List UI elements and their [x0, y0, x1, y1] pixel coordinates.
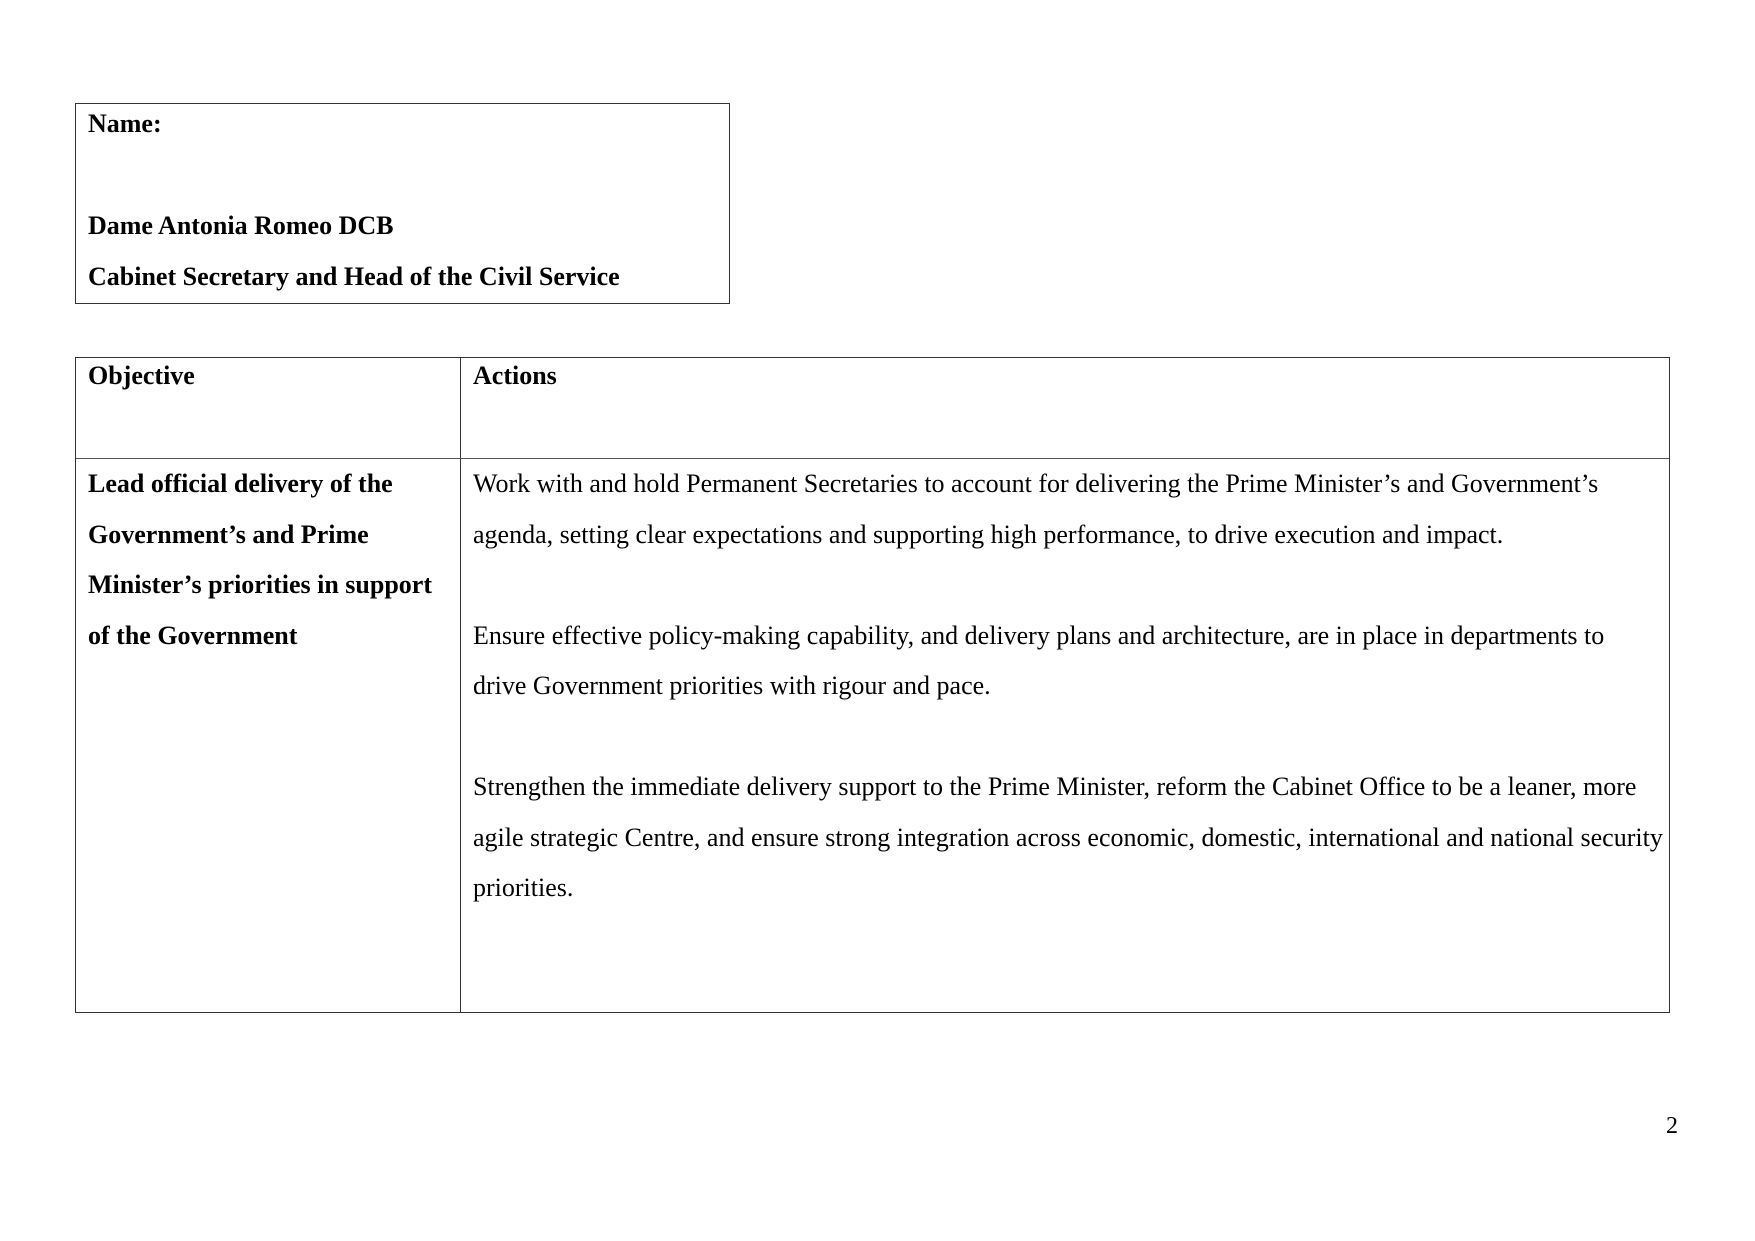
objectives-table — [75, 357, 1670, 1013]
action-item: Strengthen the immediate delivery support to the Prime Minister, reform the Cabinet Office to be a leaner, more agile strategic Centre, and ensure strong integration across economic, domestic, international and national security priorities. — [473, 772, 1663, 902]
action-item: Work with and hold Permanent Secretaries to account for delivering the Prime Minister’s and Government’s agenda, setting clear expectations and supporting high performance, to drive execution and impact. — [473, 469, 1599, 549]
person-name: Dame Antonia Romeo DCB — [88, 211, 394, 240]
objective-cell: Lead official delivery of the Government’s and Prime Minister’s priorities in support of the Government — [88, 469, 432, 650]
name-label: Name: — [88, 109, 162, 138]
action-item: Ensure effective policy-making capability, and delivery plans and architecture, are in place in departments to drive Government priorities with rigour and pace. — [473, 620, 1605, 700]
column-divider — [460, 358, 461, 1012]
actions-cell — [473, 459, 1663, 964]
header-actions: Actions — [473, 361, 557, 390]
header-objective: Objective — [88, 361, 195, 390]
person-role: Cabinet Secretary and Head of the Civil Service — [88, 262, 620, 291]
name-box — [75, 103, 730, 304]
page-number: 2 — [1666, 1113, 1678, 1139]
